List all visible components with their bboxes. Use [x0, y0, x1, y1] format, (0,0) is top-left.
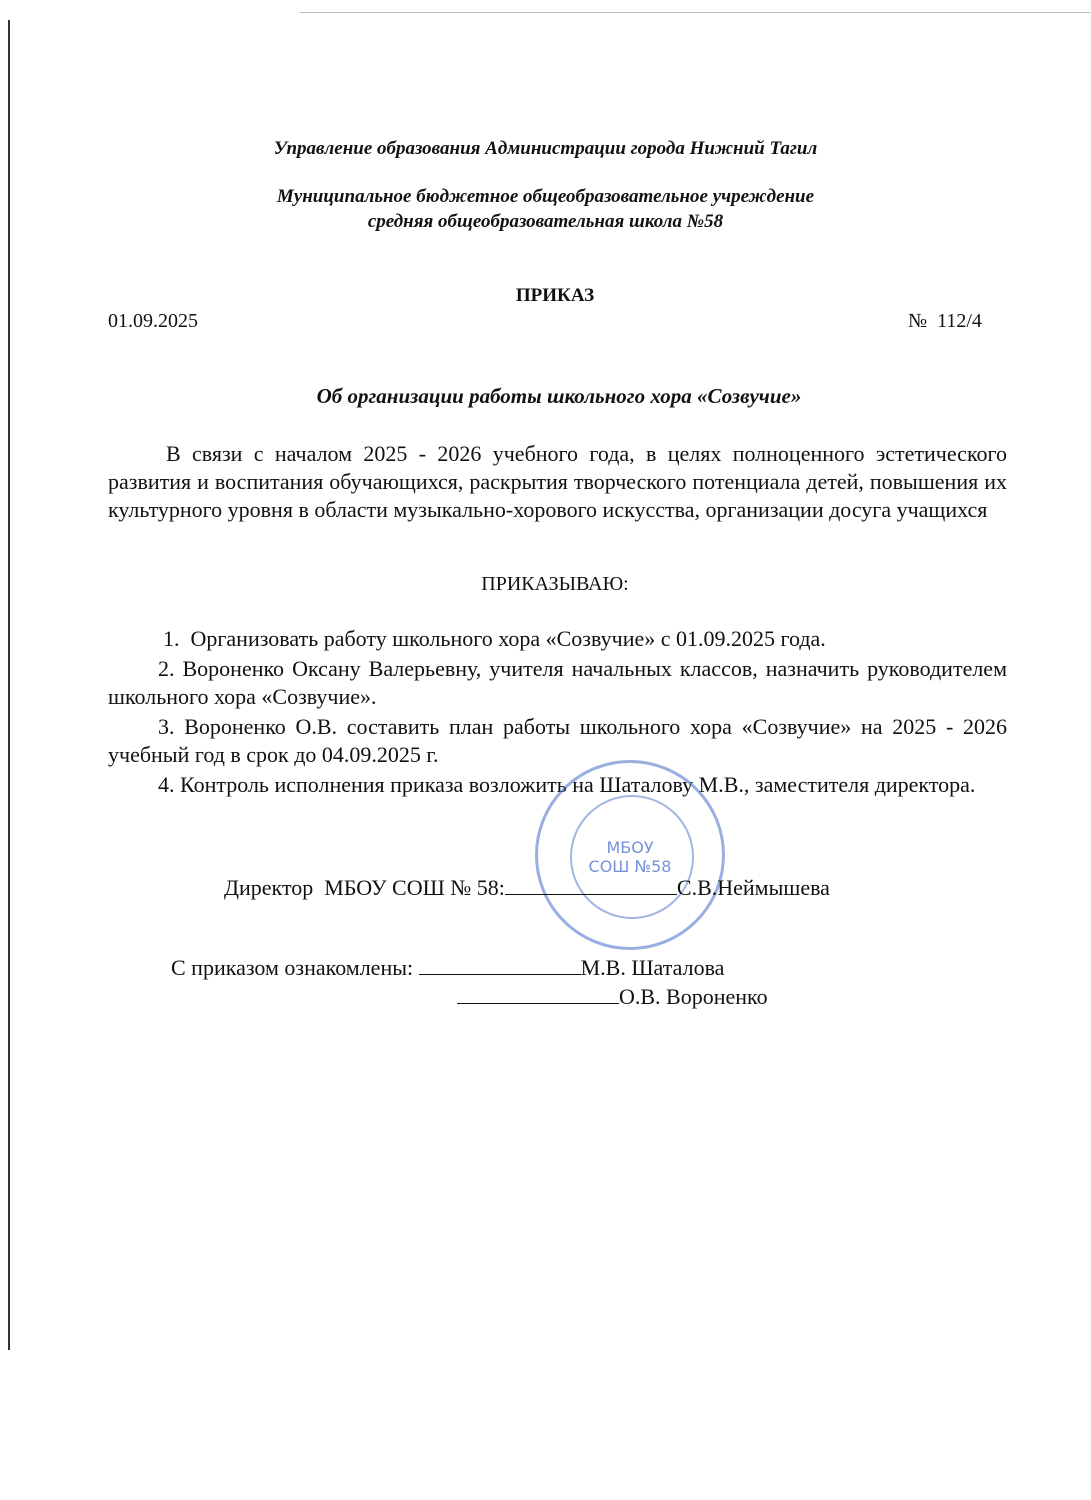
acquainted-name-2: О.В. Вороненко	[619, 984, 768, 1009]
director-name: С.В.Неймышева	[676, 875, 830, 900]
order-date: 01.09.2025	[108, 310, 198, 332]
order-title: ПРИКАЗ	[515, 285, 595, 306]
scan-top-edge	[300, 12, 1090, 13]
item-2: 2. Вороненко Оксану Валерьевну, учителя начальных классов, назначить руководителем школьного хора «Созвучие».	[108, 656, 1007, 709]
item-4: 4. Контроль исполнения приказа возложить на Шаталову М.В., заместителя директора.	[158, 772, 976, 797]
acquainted-line-2	[446, 957, 768, 1010]
preamble: В связи с началом 2025 - 2026 учебного года, в целях полноценного эстетического развития и воспитания обучающихся, раскрытия творческого потенциала детей, повышения их культурного уровня в области музыкально-хорового искусства, организации досуга учащихся	[108, 441, 1007, 522]
signature-voronenko	[457, 983, 619, 1004]
acquainted-name-1: М.В. Шаталова	[580, 955, 725, 980]
acquainted-label: С приказом ознакомлены:	[171, 955, 414, 980]
items-list	[108, 625, 1007, 799]
director-signature-line	[213, 848, 830, 901]
stamp-text: МБОУ СОШ №58	[588, 838, 672, 876]
order-number: № 112/4	[908, 310, 982, 332]
header-line-3: средняя общеобразовательная школа №58	[367, 211, 724, 232]
item-1: 1. Организовать работу школьного хора «Созвучие» с 01.09.2025 года.	[163, 626, 826, 651]
director-label: Директор МБОУ СОШ № 58:	[224, 875, 505, 900]
header-line-1: Управление образования Администрации города Нижний Тагил	[273, 138, 818, 159]
order-subject: Об организации работы школьного хора «Созвучие»	[316, 384, 802, 408]
director-signature	[505, 874, 677, 895]
item-3: 3. Вороненко О.В. составить план работы школьного хора «Созвучие» на 2025 - 2026 учебный год в срок до 04.09.2025 г.	[108, 714, 1007, 767]
command: ПРИКАЗЫВАЮ:	[481, 573, 629, 595]
header-line-2: Муниципальное бюджетное общеобразовательное учреждение	[276, 186, 815, 207]
